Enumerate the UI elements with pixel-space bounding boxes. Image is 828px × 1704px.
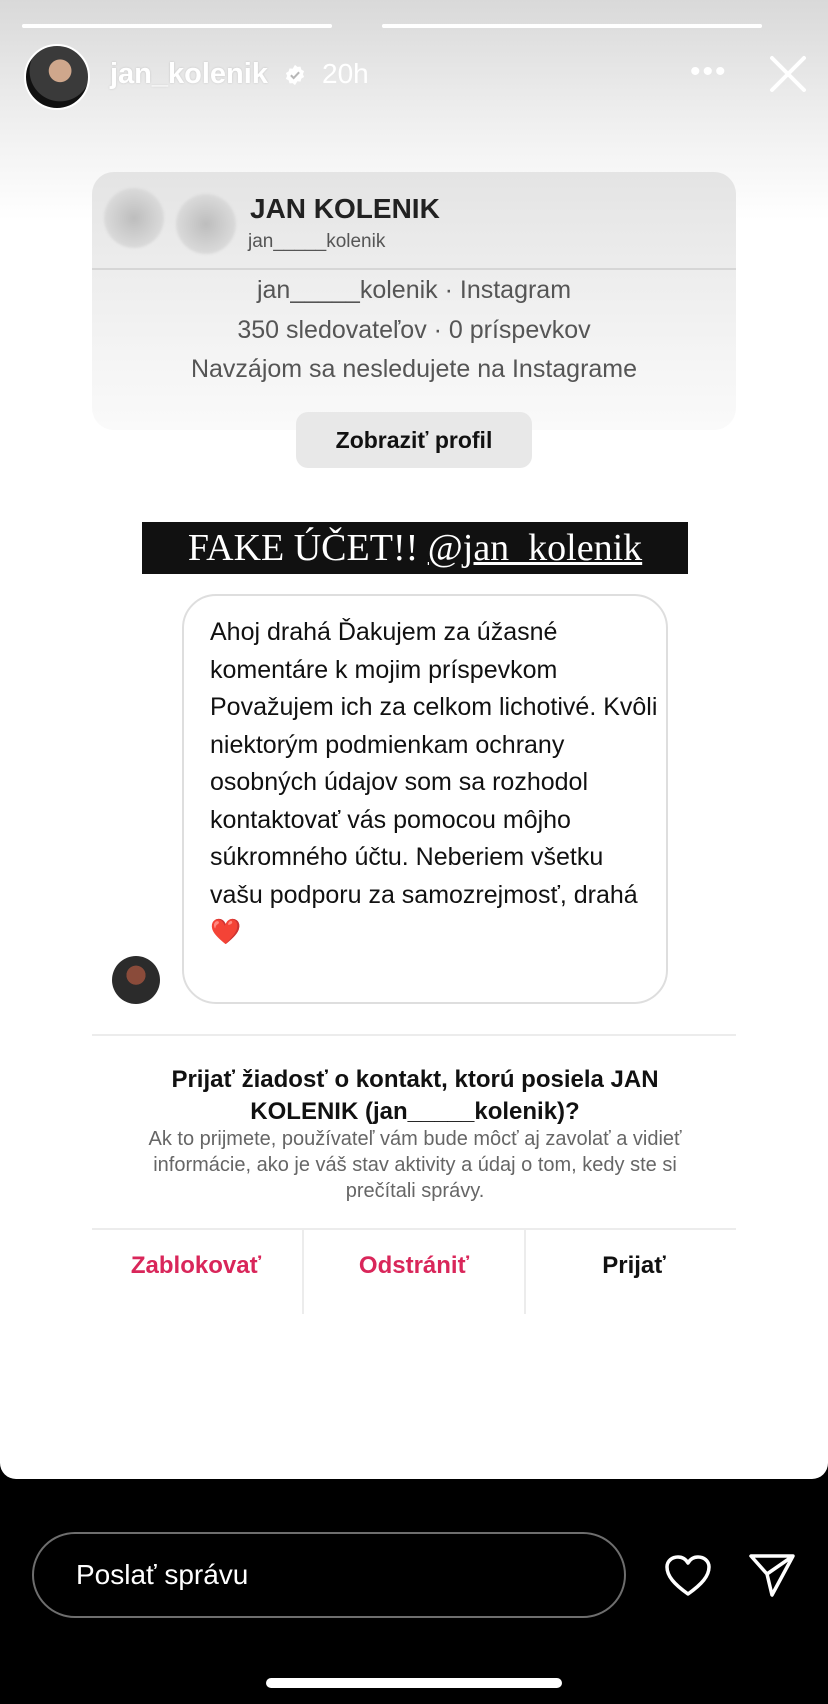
view-profile-button[interactable]: Zobraziť profil (296, 412, 532, 468)
buttons-divider (92, 1228, 736, 1230)
heart-emoji: ❤️ (210, 918, 242, 946)
profile-stats-line: 350 sledovateľov · 0 príspevkov (237, 316, 591, 344)
sender-avatar (112, 956, 160, 1004)
profile-handle: jan_____kolenik (248, 231, 386, 252)
accept-button[interactable]: Prijať (602, 1252, 666, 1279)
heart-icon[interactable] (664, 1554, 712, 1598)
send-icon[interactable] (748, 1552, 796, 1598)
request-title: Prijať žiadosť o kontakt, ktorú posiela JAN KOLENIK (jan_____kolenik)? (171, 1066, 659, 1125)
fake-label-text: FAKE ÚČET!! (187, 527, 428, 569)
home-indicator (266, 1678, 562, 1688)
profile-avatar-blurred-2 (176, 194, 236, 254)
profile-avatar-blurred (104, 188, 164, 248)
block-button[interactable]: Zablokovať (130, 1252, 262, 1279)
story-username[interactable]: jan_kolenik (110, 58, 268, 90)
profile-divider (92, 268, 736, 270)
request-divider (92, 1034, 736, 1036)
message-text (210, 614, 660, 952)
button-separator (302, 1230, 304, 1314)
profile-name: JAN KOLENIK (250, 193, 440, 224)
story-progress-segment-1 (22, 24, 332, 28)
close-icon[interactable] (768, 54, 808, 94)
fake-label-mention[interactable]: @jan_kolenik (427, 527, 643, 569)
send-message-input[interactable]: Poslať správu (32, 1532, 626, 1618)
story-progress-segment-2 (382, 24, 762, 28)
delete-button[interactable]: Odstrániť (358, 1252, 470, 1279)
profile-follow-status: Navzájom sa nesledujete na Instagrame (190, 355, 638, 383)
verified-badge-icon (284, 64, 306, 86)
profile-source-line: jan_____kolenik · Instagram (256, 276, 572, 304)
button-separator (524, 1230, 526, 1314)
request-description: Ak to prijmete, používateľ vám bude môcť aj zavolať a vidieť informácie, ako je váš stav aktivity a údaj o tom, kedy ste si prečítali správy. (148, 1128, 682, 1202)
fake-account-label (142, 522, 688, 574)
story-avatar[interactable] (24, 44, 90, 110)
more-options-icon[interactable]: ••• (690, 55, 728, 88)
message-body: Ahoj drahá Ďakujem za úžasné komentáre k mojim príspevkom Považujem ich za celkom lichotivé. Kvôli niektorým podmienkam ochrany osobných údajov som sa rozhodol kontaktovať vás pomocou môjho súkromného účtu. Neberiem všetku vašu podporu za samozrejmosť, drahá (210, 618, 658, 909)
story-time: 20h (322, 58, 369, 89)
